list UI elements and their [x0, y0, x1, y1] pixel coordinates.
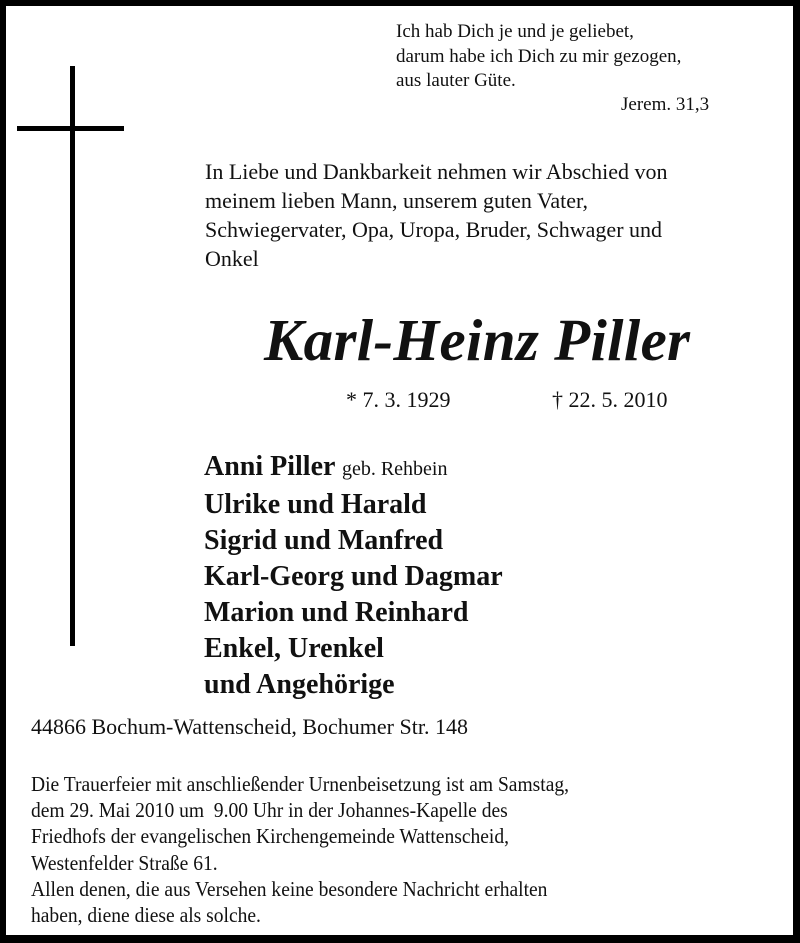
farewell-intro: [205, 157, 765, 273]
bible-verse: [396, 20, 681, 94]
ceremony-line: Allen denen, die aus Versehen keine besondere Nachricht erhalten: [31, 876, 548, 901]
ceremony-line: Die Trauerfeier mit anschließender Urnenbeisetzung ist am Samstag,: [31, 772, 570, 796]
deceased-name: Karl-Heinz Piller: [264, 307, 691, 373]
cross-horizontal-bar: [17, 126, 124, 131]
mourner-line: Karl-Georg und Dagmar: [204, 561, 503, 592]
intro-line: meinem lieben Mann, unserem guten Vater,: [205, 188, 588, 213]
spouse-name: Anni Piller: [204, 451, 335, 482]
mourner-line: Sigrid und Manfred: [204, 525, 444, 556]
mourner-line: Enkel, Urenkel: [204, 633, 384, 664]
cross-vertical-bar: [70, 66, 75, 646]
ceremony-line: Westenfelder Straße 61.: [31, 850, 218, 875]
birth-date: * 7. 3. 1929: [346, 387, 451, 412]
verse-line: darum habe ich Dich zu mir gezogen,: [396, 45, 682, 67]
mourner-spouse: [204, 449, 503, 487]
intro-line: Onkel: [205, 246, 259, 271]
death-date: † 22. 5. 2010: [552, 387, 668, 412]
spouse-maiden-name: geb. Rehbein: [341, 458, 448, 480]
ceremony-details: [31, 771, 610, 928]
family-address: 44866 Bochum-Wattenscheid, Bochumer Str. 148: [31, 714, 468, 739]
verse-line: aus lauter Güte.: [396, 70, 516, 91]
ceremony-line: Friedhofs der evangelischen Kirchengemeinde Wattenscheid,: [31, 824, 510, 849]
ceremony-line: dem 29. Mai 2010 um 9.00 Uhr in der Johannes-Kapelle des: [31, 798, 508, 823]
verse-reference: Jerem. 31,3: [621, 94, 710, 115]
mourner-line: Marion und Reinhard: [204, 597, 469, 628]
mourners-list: [204, 449, 503, 703]
verse-line: Ich hab Dich je und je geliebet,: [396, 21, 634, 42]
ceremony-line: haben, diene diese als solche.: [31, 903, 261, 928]
mourner-line: und Angehörige: [204, 669, 395, 700]
obituary-notice: [6, 6, 793, 935]
mourner-line: Ulrike und Harald: [204, 489, 427, 520]
intro-line: Schwiegervater, Opa, Uropa, Bruder, Schwager und: [205, 217, 663, 242]
intro-line: In Liebe und Dankbarkeit nehmen wir Abschied von: [205, 159, 668, 184]
